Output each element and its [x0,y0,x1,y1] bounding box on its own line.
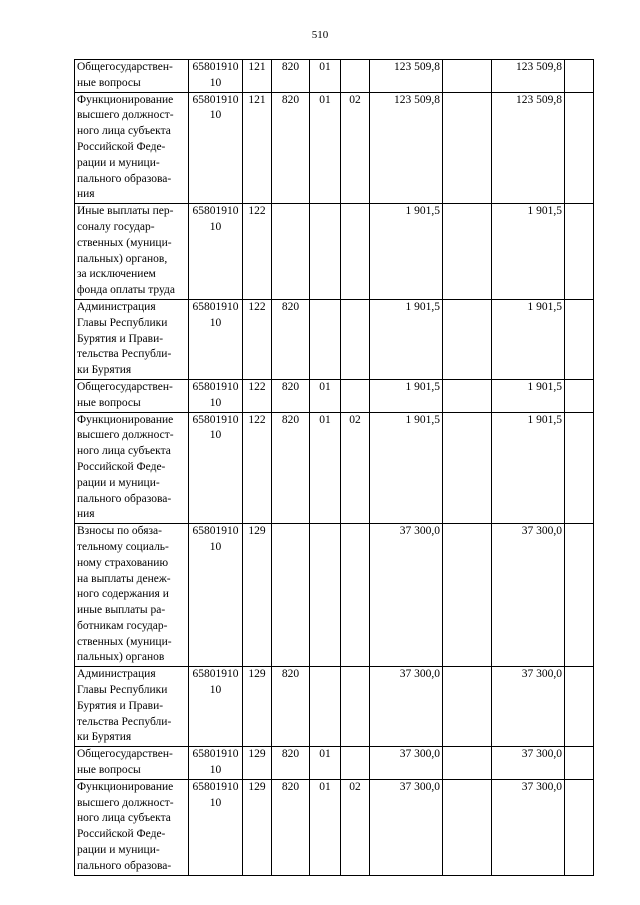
row-name-line: иные выплаты ра- [77,604,166,617]
row-sum2-cell [443,667,492,747]
row-sum2-cell [443,379,492,412]
row-vr-cell: 121 [243,60,272,93]
budget-table [74,59,594,876]
row-csr-part: 10 [209,396,222,409]
row-sum1-cell: 37 300,0 [370,747,443,780]
row-name-cell [75,60,189,93]
page-number: 510 [311,29,329,41]
row-csr-part: 10 [209,796,222,809]
row-gr-cell [272,204,310,300]
row-gr-cell: 820 [272,60,310,93]
row-sum1-cell: 37 300,0 [370,667,443,747]
row-name-line: Общегосударствен- [77,748,173,761]
row-sum3-cell: 1 901,5 [492,204,565,300]
row-csr-cell [189,747,243,780]
row-sum2-cell [443,60,492,93]
row-sum2-cell [443,204,492,300]
row-rz-cell: 01 [310,60,341,93]
row-rz-cell: 01 [310,92,341,204]
row-name-cell [75,524,189,667]
row-name-cell [75,379,189,412]
table-row [75,379,594,412]
row-sum3-cell: 1 901,5 [492,412,565,524]
row-name-line: Российской Феде- [77,460,166,473]
row-name-line: рации и муници- [77,844,160,857]
row-sum2-cell [443,412,492,524]
row-csr-cell [189,60,243,93]
row-sum1-cell: 37 300,0 [370,779,443,875]
row-name-cell [75,667,189,747]
row-name-line: ственных (муници- [77,635,172,648]
row-name-line: высшего должност- [77,796,174,809]
row-gr-cell: 820 [272,299,310,379]
row-name-line: на выплаты денеж- [77,572,171,585]
row-sum4-cell [565,299,594,379]
table-row [75,60,594,93]
row-name-cell [75,747,189,780]
row-gr-cell [272,524,310,667]
row-name-line: ботникам государ- [77,619,168,632]
row-rz-cell: 01 [310,412,341,524]
row-vr-cell: 129 [243,779,272,875]
row-vr-cell: 121 [243,92,272,204]
table-row [75,92,594,204]
row-sum4-cell [565,667,594,747]
table-row [75,747,594,780]
row-csr-cell [189,299,243,379]
row-name-line: Российской Феде- [77,828,166,841]
row-vr-cell: 129 [243,524,272,667]
row-gr-cell: 820 [272,379,310,412]
row-csr-part: 10 [209,220,222,233]
row-name-line: пального образова- [77,859,172,872]
table-row [75,667,594,747]
row-sum3-cell: 37 300,0 [492,667,565,747]
row-name-line: тельства Республи- [77,715,172,728]
row-pr-cell [341,204,370,300]
row-rz-cell: 01 [310,779,341,875]
row-sum1-cell: 1 901,5 [370,299,443,379]
row-rz-cell [310,204,341,300]
row-sum1-cell: 123 509,8 [370,60,443,93]
row-name-line: пального образова- [77,172,172,185]
row-sum1-cell: 1 901,5 [370,379,443,412]
row-sum4-cell [565,412,594,524]
row-sum3-cell: 1 901,5 [492,379,565,412]
row-sum4-cell [565,379,594,412]
row-sum2-cell [443,524,492,667]
row-name-line: фонда оплаты труда [77,284,176,297]
row-vr-cell: 129 [243,667,272,747]
row-csr-part: 65801910 [192,525,239,538]
table-row [75,204,594,300]
row-pr-cell [341,299,370,379]
row-rz-cell: 01 [310,747,341,780]
row-name-line: ного лица субъекта [77,445,171,458]
row-name-line: ки Бурятия [77,364,132,377]
row-sum1-cell: 123 509,8 [370,92,443,204]
row-sum2-cell [443,299,492,379]
row-name-line: Общегосударствен- [77,61,173,73]
row-name-line: Российской Феде- [77,140,166,153]
row-rz-cell [310,524,341,667]
row-name-line: ственных (муници- [77,236,172,249]
row-name-line: Главы Республики [77,316,168,329]
row-name-cell [75,779,189,875]
row-name-line: ного лица субъекта [77,812,171,825]
row-name-line: пальных) органов [77,651,165,664]
row-sum3-cell: 37 300,0 [492,524,565,667]
row-pr-cell [341,379,370,412]
row-name-line: ные вопросы [77,764,141,777]
row-name-line: ные вопросы [77,396,141,409]
row-name-line: тельства Республи- [77,348,172,361]
row-csr-part: 10 [209,764,222,777]
table-row [75,524,594,667]
row-pr-cell [341,747,370,780]
row-csr-part: 10 [209,316,222,329]
row-gr-cell: 820 [272,92,310,204]
row-name-line: Бурятия и Прави- [77,699,164,712]
row-csr-part: 65801910 [192,780,239,793]
row-csr-part: 65801910 [192,668,239,681]
row-pr-cell [341,524,370,667]
row-name-line: тельному социаль- [77,540,169,553]
row-csr-cell [189,667,243,747]
row-sum3-cell: 123 509,8 [492,92,565,204]
row-sum4-cell [565,524,594,667]
row-csr-part: 65801910 [192,61,239,73]
row-name-cell [75,92,189,204]
row-csr-part: 65801910 [192,300,239,313]
row-gr-cell: 820 [272,747,310,780]
row-sum4-cell [565,92,594,204]
row-name-line: Главы Республики [77,684,168,697]
row-csr-part: 65801910 [192,380,239,393]
table-body [75,60,594,876]
table-row [75,779,594,875]
row-rz-cell [310,667,341,747]
row-sum2-cell [443,779,492,875]
row-rz-cell [310,299,341,379]
row-csr-part: 10 [209,540,222,553]
row-csr-part: 65801910 [192,413,239,426]
row-name-cell [75,204,189,300]
row-rz-cell: 01 [310,379,341,412]
row-sum2-cell [443,747,492,780]
row-sum3-cell: 37 300,0 [492,747,565,780]
row-pr-cell: 02 [341,92,370,204]
row-name-line: ные вопросы [77,76,141,89]
row-name-line: рации и муници- [77,476,160,489]
row-vr-cell: 129 [243,747,272,780]
row-name-line: пальных) органов, [77,252,168,265]
row-sum2-cell [443,92,492,204]
row-csr-part: 10 [209,429,222,442]
row-sum4-cell [565,747,594,780]
row-csr-cell [189,92,243,204]
row-name-line: Функционирование [77,780,174,793]
row-name-line: Взносы по обяза- [77,525,162,538]
row-name-line: Функционирование [77,93,174,106]
row-name-line: соналу государ- [77,220,155,233]
row-name-line: ного лица субъекта [77,125,171,138]
table-row [75,412,594,524]
row-csr-cell [189,412,243,524]
row-name-line: Администрация [77,668,156,681]
row-name-line: Бурятия и Прави- [77,332,164,345]
row-vr-cell: 122 [243,299,272,379]
row-sum1-cell: 37 300,0 [370,524,443,667]
row-vr-cell: 122 [243,379,272,412]
row-pr-cell: 02 [341,412,370,524]
row-sum1-cell: 1 901,5 [370,412,443,524]
row-pr-cell [341,60,370,93]
row-name-line: Функционирование [77,413,174,426]
row-csr-part: 65801910 [192,748,239,761]
row-name-line: ного содержания и [77,588,169,601]
table-row [75,299,594,379]
row-name-line: рации и муници- [77,156,160,169]
row-name-line: за исключением [77,268,156,281]
row-gr-cell: 820 [272,667,310,747]
row-vr-cell: 122 [243,204,272,300]
row-csr-part: 65801910 [192,93,239,106]
row-sum4-cell [565,779,594,875]
row-pr-cell: 02 [341,779,370,875]
row-pr-cell [341,667,370,747]
row-name-line: ному страхованию [77,556,169,569]
row-csr-part: 10 [209,109,222,122]
row-vr-cell: 122 [243,412,272,524]
row-name-line: ния [77,188,95,201]
row-name-cell [75,412,189,524]
row-sum3-cell: 123 509,8 [492,60,565,93]
row-name-line: высшего должност- [77,429,174,442]
row-sum1-cell: 1 901,5 [370,204,443,300]
row-name-line: Администрация [77,300,156,313]
row-sum4-cell [565,60,594,93]
row-sum3-cell: 37 300,0 [492,779,565,875]
row-name-line: Иные выплаты пер- [77,205,174,218]
row-name-line: Общегосударствен- [77,380,173,393]
row-name-line: высшего должност- [77,109,174,122]
row-name-line: ния [77,508,95,521]
row-csr-cell [189,779,243,875]
row-sum3-cell: 1 901,5 [492,299,565,379]
row-csr-part: 10 [209,684,222,697]
row-csr-part: 65801910 [192,205,239,218]
row-name-line: ки Бурятия [77,731,132,744]
row-gr-cell: 820 [272,412,310,524]
row-name-line: пального образова- [77,492,172,505]
row-name-cell [75,299,189,379]
row-csr-cell [189,379,243,412]
row-csr-cell [189,524,243,667]
row-csr-part: 10 [209,76,222,89]
row-sum4-cell [565,204,594,300]
row-csr-cell [189,204,243,300]
row-gr-cell: 820 [272,779,310,875]
